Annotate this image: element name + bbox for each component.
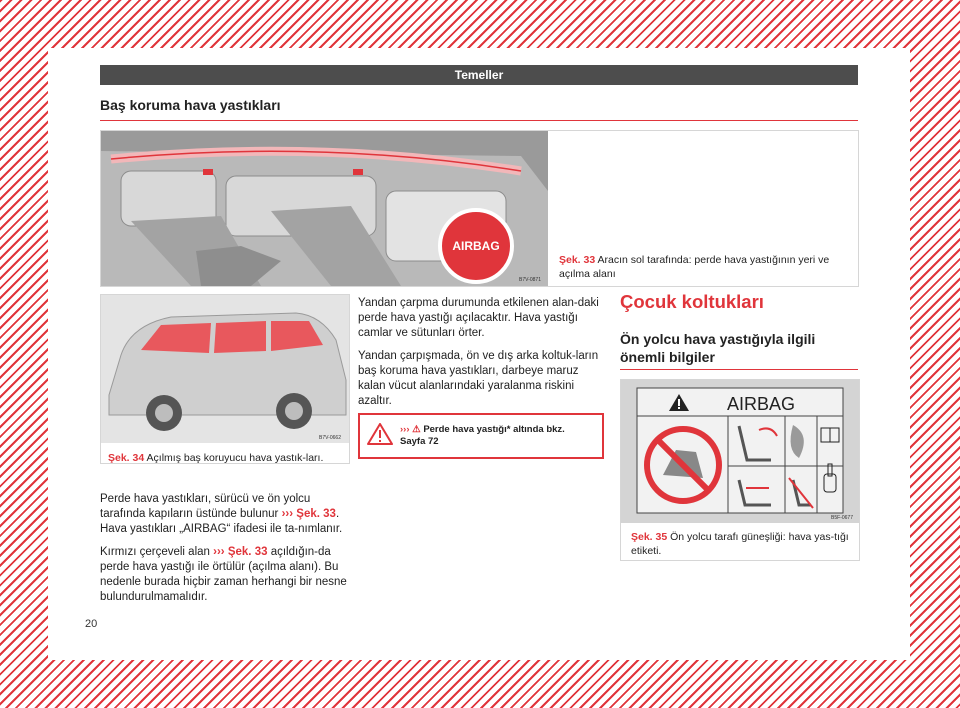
warning-text: [400, 424, 565, 448]
airbag-label-illustration: [621, 380, 859, 523]
section-title-rule: [100, 120, 858, 121]
figure-35-code: B5F-0677: [831, 515, 853, 521]
figure-33-image: [101, 131, 548, 286]
left-paragraph-1: [100, 492, 348, 537]
left-p1-text-a: Perde hava yastıkları, sürücü ve ön yolcu tarafında kapıların üstünde bulunur: [100, 493, 311, 520]
figure-35-image: [621, 380, 859, 523]
car-side-airbag-illustration: [101, 295, 349, 443]
warning-arrow: ›››: [400, 424, 410, 435]
left-p1-fig-link[interactable]: Şek. 33: [296, 508, 336, 520]
figure-34-code: B7V-0662: [319, 435, 341, 441]
left-column-text: [100, 492, 348, 613]
figure-35: [620, 379, 860, 561]
figure-33-ref: Şek. 33: [559, 254, 596, 266]
left-p2-arrow: ›››: [213, 546, 225, 558]
warning-triangle-icon: [367, 423, 393, 445]
car-interior-airbag-illustration: [101, 131, 548, 286]
warning-page-ref[interactable]: Sayfa 72: [400, 436, 439, 447]
figure-34-caption-text: Açılmış baş koruyucu hava yastık-ları.: [146, 452, 324, 464]
figure-35-caption-text: Ön yolcu tarafı güneşliği: hava yas-tığı etiketi.: [631, 531, 849, 557]
left-p2-text-a: Kırmızı çerçeveli alan: [100, 546, 210, 558]
left-p1-text-b: . Hava yastıkları „AIRBAG“ ifadesi ile ta-nımlanır.: [100, 508, 343, 535]
warning-box: [358, 413, 604, 459]
figure-35-ref: Şek. 35: [631, 531, 668, 543]
middle-paragraph-1: Yandan çarpma durumunda etkilenen alan-daki perde hava yastığı açılacaktır. Hava yastığı camlar ve sütunları örter.: [358, 297, 599, 339]
warning-link-text[interactable]: Perde hava yastığı* altında bkz.: [423, 424, 565, 435]
figure-35-caption: [631, 530, 853, 558]
figure-34-caption: [108, 451, 340, 465]
figure-33: [100, 130, 859, 287]
left-p1-arrow: ›››: [281, 508, 294, 520]
figure-34-image: [101, 295, 349, 443]
figure-33-caption: [559, 253, 849, 281]
left-paragraph-2: [100, 545, 348, 605]
subsection-title-rule: [620, 369, 858, 370]
figure-33-caption-text: Aracın sol tarafında: perde hava yastığının yeri ve açılma alanı: [559, 254, 830, 280]
label-airbag-title: AIRBAG: [726, 394, 796, 414]
left-p2-fig-link[interactable]: Şek. 33: [227, 546, 268, 558]
figure-34-ref: Şek. 34: [108, 452, 145, 464]
chapter-header: Temeller: [100, 65, 858, 85]
middle-paragraph-2: Yandan çarpışmada, ön ve dış arka koltuk-ların baş koruma hava yastıkları, darbeye maruz kalan vücut alanlarındaki yaralanma riskini azaltır.: [358, 350, 599, 407]
left-p2-text-b: açıldığın-da perde hava yastığı ile örtülür (açılma alanı). Bu nedenle burada hiçbir zaman herhangi bir nesne bulundurulmamalıdır.: [100, 546, 347, 603]
subsection-title: Ön yolcu hava yastığıyla ilgili önemli bilgiler: [620, 331, 816, 365]
page-number: 20: [85, 618, 98, 630]
airbag-badge: AIRBAG: [452, 239, 500, 253]
chapter-title: Çocuk koltukları: [620, 291, 764, 312]
figure-33-code: B7V-0871: [519, 277, 541, 283]
middle-column-text: [358, 296, 602, 417]
warning-small-triangle-icon: ⚠: [412, 424, 421, 435]
figure-34: [100, 294, 350, 464]
section-title: Baş koruma hava yastıkları: [100, 97, 281, 113]
manual-page: [48, 48, 910, 660]
